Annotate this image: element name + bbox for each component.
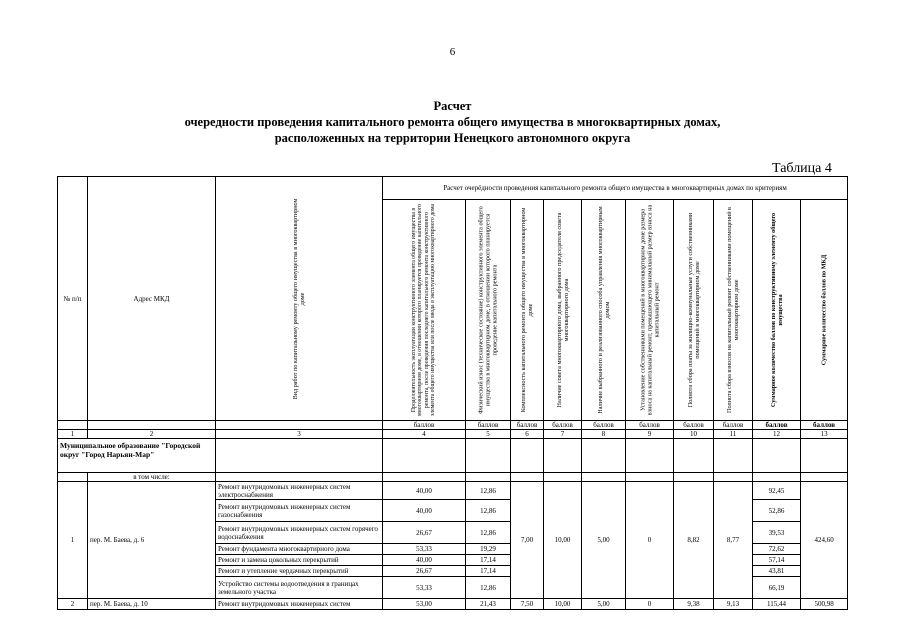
cell-c6: 7,00 — [511, 482, 544, 599]
cell-c5: 12,86 — [466, 522, 511, 544]
header-criterion-9: Установление собственниками помещений в многоквартирном доме размера взноса на капитальный ремонт, превышающего минимальный размер взноса на капитальный ремонт — [626, 200, 674, 421]
cell-c13: 500,98 — [801, 599, 848, 610]
unit-cell: баллов — [582, 421, 626, 430]
cell-c5: 12,86 — [466, 482, 511, 500]
unit-cell: баллов — [466, 421, 511, 430]
col-number: 12 — [753, 430, 801, 439]
work-name: Ремонт внутридомовых инженерных систем электроснабжения — [216, 482, 383, 500]
cell-c8: 5,00 — [582, 482, 626, 599]
house-address: пер. М. Баева, д. 10 — [88, 599, 216, 610]
cell-c9: 0 — [626, 599, 674, 610]
cell-c4: 53,00 — [383, 599, 466, 610]
work-name: Ремонт внутридомовых инженерных систем — [216, 599, 383, 610]
unit-cell: баллов — [383, 421, 466, 430]
including-label: в том числе: — [88, 473, 216, 482]
house-address: пер. М. Баева, д. 6 — [88, 482, 216, 599]
unit-cell: баллов — [714, 421, 753, 430]
cell-c5: 12,86 — [466, 577, 511, 599]
table-caption: Таблица 4 — [772, 161, 832, 176]
header-criterion-5: Физический износ (техническое состояние) конструктивного элемента общего имущества в многоквартирном доме, в отношении которого планируется проведение капитального ремонта — [466, 200, 511, 421]
header-row-group — [58, 177, 848, 200]
document-title — [0, 98, 905, 146]
cell-c8: 5,00 — [582, 599, 626, 610]
col-number: 11 — [714, 430, 753, 439]
header-criterion-7: Наличие совета многоквартирного дома, выбранного председателя совета многоквартирного дома — [544, 200, 582, 421]
cell-c7: 10,00 — [544, 482, 582, 599]
header-criteria-group: Расчет очерёдности проведения капитального ремонта общего имущества в многоквартирных домах по критериям — [383, 177, 848, 200]
table-row — [58, 599, 848, 610]
cell-c12: 72,62 — [753, 544, 801, 555]
header-criterion-8: Наличие выбранного и реализованного способа управления многоквартирным домом — [582, 200, 626, 421]
work-name: Ремонт внутридомовых инженерных систем газоснабжения — [216, 500, 383, 522]
cell-c4: 26,67 — [383, 522, 466, 544]
house-num: 1 — [58, 482, 88, 599]
title-line-3: расположенных на территории Ненецкого автономного округа — [274, 131, 631, 145]
cell-c12: 66,19 — [753, 577, 801, 599]
col-number: 1 — [58, 430, 88, 439]
cell-c10: 9,38 — [674, 599, 714, 610]
unit-cell: баллов — [544, 421, 582, 430]
cell-c12: 43,81 — [753, 566, 801, 577]
work-name: Ремонт и утепление чердачных перекрытий — [216, 566, 383, 577]
priority-table — [57, 176, 848, 610]
cell-c4: 53,33 — [383, 577, 466, 599]
municipality-name: Муниципальное образование "Городской округ "Город Нарьян-Мар" — [58, 439, 216, 473]
work-name: Ремонт фундамента многоквартирного дома — [216, 544, 383, 555]
col-number: 5 — [466, 430, 511, 439]
cell-c5: 17,14 — [466, 566, 511, 577]
col-number: 13 — [801, 430, 848, 439]
municipality-row — [58, 439, 848, 473]
col-number: 6 — [511, 430, 544, 439]
header-criterion-10: Полнота сбора платы за жилищно-коммунальные услуги собственниками помещений в многоквартирном доме — [674, 200, 714, 421]
unit-cell: баллов — [801, 421, 848, 430]
cell-c5: 21,43 — [466, 599, 511, 610]
cell-c7: 10,00 — [544, 599, 582, 610]
unit-cell: баллов — [626, 421, 674, 430]
header-criterion-4: Продолжительность эксплуатации конструктивного элемента общего имущества в многоквартирном доме, в отношении которого планируется проведение капитального ремонта, после проведения последнего капитального ремонта конструктивного элемента общего имущества или после ввода в эксплуатацию многоквартирного дома — [383, 200, 466, 421]
cell-c5: 12,86 — [466, 500, 511, 522]
cell-c12: 57,14 — [753, 555, 801, 566]
cell-c4: 40,00 — [383, 500, 466, 522]
col-number: 3 — [216, 430, 383, 439]
col-number: 2 — [88, 430, 216, 439]
including-row — [58, 473, 848, 482]
cell-c6: 7,50 — [511, 599, 544, 610]
col-number: 8 — [582, 430, 626, 439]
cell-c12: 92,45 — [753, 482, 801, 500]
units-row — [58, 421, 848, 430]
column-numbers-row — [58, 430, 848, 439]
unit-cell: баллов — [753, 421, 801, 430]
col-number: 9 — [626, 430, 674, 439]
col-number: 7 — [544, 430, 582, 439]
page-number: 6 — [449, 46, 456, 58]
header-num: № п/п — [58, 177, 88, 421]
table-row — [58, 482, 848, 500]
cell-c4: 40,00 — [383, 482, 466, 500]
cell-c5: 17,14 — [466, 555, 511, 566]
cell-c12: 115,44 — [753, 599, 801, 610]
header-criterion-11: Полнота сбора взносов на капитальный ремонт собственниками помещений в многоквартирном доме — [714, 200, 753, 421]
work-name: Ремонт и замена цокольных перекрытий — [216, 555, 383, 566]
cell-c11: 8,77 — [714, 482, 753, 599]
house-num: 2 — [58, 599, 88, 610]
cell-c11: 9,13 — [714, 599, 753, 610]
cell-c12: 39,53 — [753, 522, 801, 544]
cell-c10: 8,82 — [674, 482, 714, 599]
col-number: 10 — [674, 430, 714, 439]
header-sum-mkd: Суммарное количество баллов по МКД — [801, 200, 848, 421]
header-sum-element: Суммарное количество баллов по конструктивному элементу общего имущества — [753, 200, 801, 421]
work-name: Ремонт внутридомовых инженерных систем горячего водоснабжения — [216, 522, 383, 544]
cell-c4: 40,00 — [383, 555, 466, 566]
unit-cell: баллов — [511, 421, 544, 430]
col-number: 4 — [383, 430, 466, 439]
cell-c5: 19,29 — [466, 544, 511, 555]
header-work-type: Вид работ по капитальному ремонту общего имущества в многоквартирном доме — [216, 177, 383, 421]
cell-c9: 0 — [626, 482, 674, 599]
cell-c13: 424,60 — [801, 482, 848, 599]
work-name: Устройство системы водоотведения в границах земельного участка — [216, 577, 383, 599]
header-address: Адрес МКД — [88, 177, 216, 421]
cell-c4: 26,67 — [383, 566, 466, 577]
title-line-1: Расчет — [433, 99, 472, 113]
unit-cell: баллов — [674, 421, 714, 430]
cell-c12: 52,86 — [753, 500, 801, 522]
cell-c4: 53,33 — [383, 544, 466, 555]
header-criterion-6: Комплексность капитального ремонта общего имущества в многоквартирном доме — [511, 200, 544, 421]
title-line-2: очередности проведения капитального ремонта общего имущества в многоквартирных домах, — [184, 115, 721, 129]
